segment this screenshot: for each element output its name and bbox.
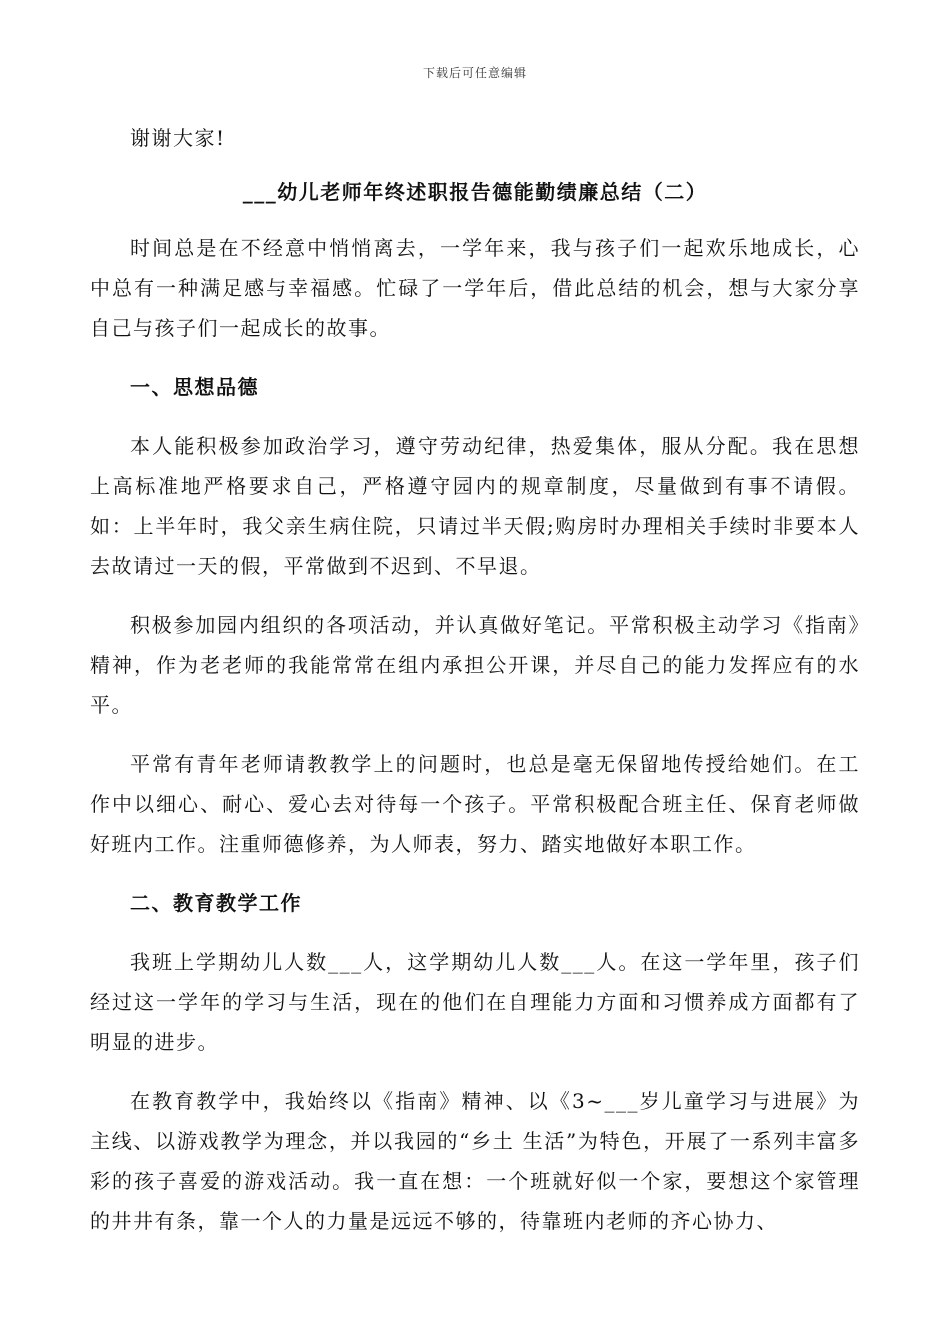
closing-line: 谢谢大家! — [130, 126, 226, 150]
section-heading-teaching: 二、教育教学工作 — [130, 891, 302, 915]
intro-paragraph: 时间总是在不经意中悄悄离去，一学年来，我与孩子们一起欢乐地成长，心中总有一种满足感与幸福感。忙碌了一学年后，借此总结的机会，想与大家分享自己与孩子们一起成长的故事。 — [90, 236, 860, 340]
document-title: ___幼儿老师年终述职报告德能勤绩廉总结（二） — [242, 180, 708, 204]
section2-paragraph-2: 在教育教学中，我始终以《指南》精神、以《3~___岁儿童学习与进展》为主线、以游戏教学为理念，并以我园的“乡土 生活”为特色，开展了一系列丰富多彩的孩子喜爱的游戏活动。我一直在想：一个班就好似一个家，要想这个家管理的井井有条，靠一个人的力量是远远不够的，待靠班内老师的齐心协力、 — [90, 1089, 860, 1233]
section1-paragraph-3: 平常有青年老师请教教学上的问题时，也总是毫无保留地传授给她们。在工作中以细心、耐心、爱心去对待每一个孩子。平常积极配合班主任、保育老师做好班内工作。注重师德修养，为人师表，努力、踏实地做好本职工作。 — [90, 752, 860, 856]
section1-paragraph-1: 本人能积极参加政治学习，遵守劳动纪律，热爱集体，服从分配。我在思想上高标准地严格要求自己，严格遵守园内的规章制度，尽量做到有事不请假。如：上半年时，我父亲生病住院，只请过半天假;购房时办理相关手续时非要本人去故请过一天的假，平常做到不迟到、不早退。 — [90, 434, 860, 578]
section-heading-ideology: 一、思想品德 — [130, 375, 259, 399]
document-body — [90, 118, 860, 1260]
header-note: 下载后可任意编辑 — [422, 66, 527, 80]
section1-paragraph-2: 积极参加园内组织的各项活动，并认真做好笔记。平常积极主动学习《指南》精神，作为老老师的我能常常在组内承担公开课，并尽自己的能力发挥应有的水平。 — [90, 613, 860, 717]
section2-paragraph-1: 我班上学期幼儿人数___人，这学期幼儿人数___人。在这一学年里，孩子们经过这一学年的学习与生活，现在的他们在自理能力方面和习惯养成方面都有了明显的进步。 — [90, 950, 860, 1054]
